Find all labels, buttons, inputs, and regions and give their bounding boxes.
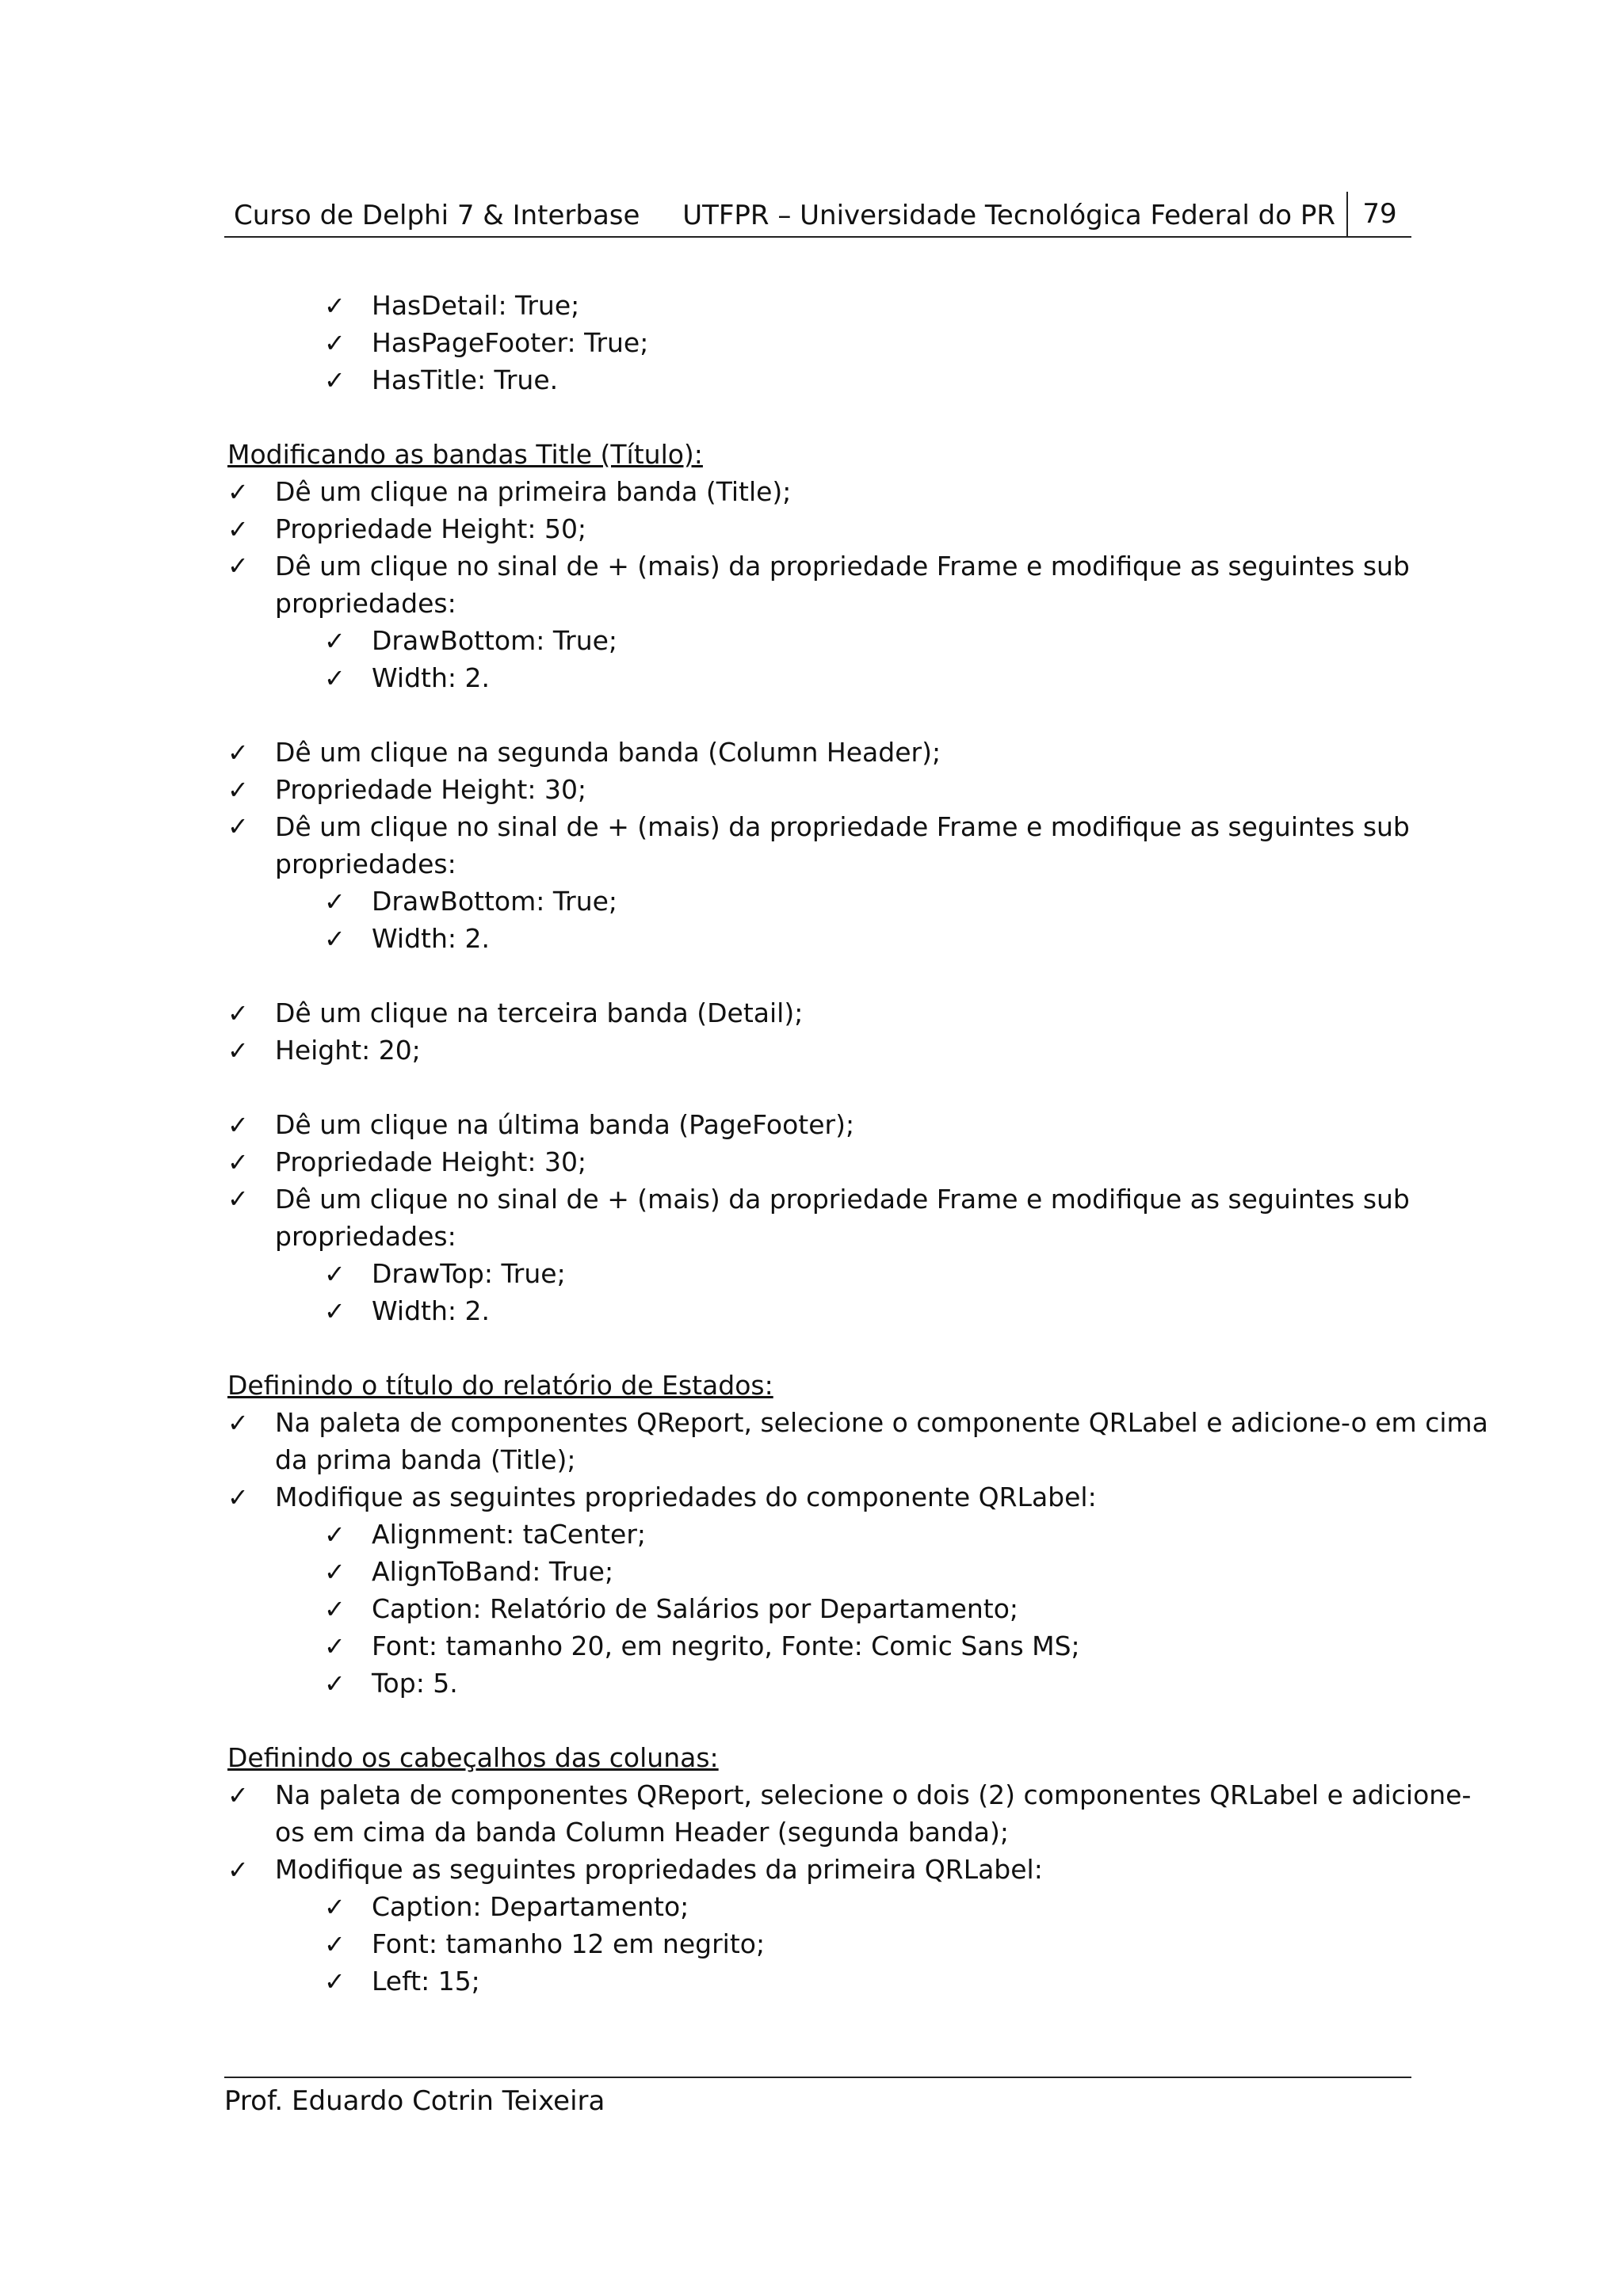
word: e [1025, 1184, 1043, 1215]
list-item: ✓ Na paleta de componentes QReport, selecione o dois (2) componentes QRLabel e adicione- [227, 1776, 1410, 1814]
word: modifique [1050, 811, 1182, 842]
word: Frame [936, 811, 1018, 842]
word: (mais) [637, 811, 720, 842]
word: clique [369, 551, 449, 582]
checkmark-icon: ✓ [324, 1631, 346, 1661]
checkmark-icon: ✓ [227, 998, 249, 1028]
list-item: ✓ Modifique as seguintes propriedades do componente QRLabel: [227, 1478, 1410, 1516]
checkmark-icon: ✓ [324, 1966, 346, 1997]
checkmark-icon: ✓ [324, 328, 346, 358]
checkmark-icon: ✓ [227, 1408, 249, 1438]
word: (mais) [637, 551, 720, 582]
list-item: ✓ Height: 20; [227, 1032, 1410, 1069]
word: e [1025, 811, 1043, 842]
justified-text [275, 808, 1410, 845]
checkmark-icon: ✓ [324, 1594, 346, 1624]
list-item: ✓ Alignment: taCenter; [227, 1516, 1410, 1553]
checkmark-icon: ✓ [324, 887, 346, 917]
word: clique [369, 1184, 449, 1215]
word: modifique [1050, 1184, 1182, 1215]
word: no [456, 811, 489, 842]
list-item: ✓ Propriedade Height: 30; [227, 771, 1410, 808]
list-item: ✓ DrawTop: True; [227, 1255, 1410, 1292]
list-item: ✓ Dê um clique na segunda banda (Column Header); [227, 734, 1410, 771]
word: + [607, 1184, 629, 1215]
word: da [728, 811, 762, 842]
word: de [566, 811, 599, 842]
list-item-continuation: os em cima da banda Column Header (segunda banda); [275, 1817, 1009, 1848]
word: de [566, 551, 599, 582]
list-item [227, 1180, 1410, 1218]
author-name: Prof. Eduardo Cotrin Teixeira [224, 2085, 605, 2117]
list-item: ✓ Font: tamanho 20, em negrito, Fonte: Comic Sans MS; [227, 1627, 1410, 1665]
word: Dê [275, 551, 311, 582]
checkmark-icon: ✓ [227, 1780, 249, 1810]
list-item: ✓ Propriedade Height: 30; [227, 1143, 1410, 1180]
word: sinal [497, 811, 559, 842]
checkmark-icon: ✓ [227, 1184, 249, 1214]
page-number: 79 [1346, 192, 1411, 236]
word: as [1190, 551, 1220, 582]
list-item: ✓ DrawBottom: True; [227, 883, 1410, 920]
word: e [1025, 551, 1043, 582]
word: Frame [936, 551, 1018, 582]
section-heading: Modificando as bandas Title (Título): [227, 439, 703, 470]
list-item: ✓ Caption: Relatório de Salários por Departamento; [227, 1590, 1410, 1627]
word: sub [1362, 811, 1410, 842]
list-item: ✓ Modifique as seguintes propriedades da primeira QRLabel: [227, 1851, 1410, 1888]
list-item: ✓ Width: 2. [227, 1292, 1410, 1329]
justified-text [275, 547, 1410, 585]
list-item: ✓ HasTitle: True. [227, 361, 1410, 399]
justified-text [275, 1180, 1410, 1218]
checkmark-icon: ✓ [324, 924, 346, 954]
list-item: ✓ Font: tamanho 12 em negrito; [227, 1925, 1410, 1962]
word: no [456, 1184, 489, 1215]
word: um [319, 1184, 362, 1215]
checkmark-icon: ✓ [324, 626, 346, 656]
section-heading: Definindo o título do relatório de Estados: [227, 1370, 773, 1401]
word: Frame [936, 1184, 1018, 1215]
word: as [1190, 1184, 1220, 1215]
word: (mais) [637, 1184, 720, 1215]
checkmark-icon: ✓ [324, 1892, 346, 1922]
word: Dê [275, 1184, 311, 1215]
word: as [1190, 811, 1220, 842]
word: da [728, 1184, 762, 1215]
checkmark-icon: ✓ [227, 551, 249, 581]
word: da [728, 551, 762, 582]
list-item-continuation: propriedades: [275, 849, 456, 879]
word: Dê [275, 811, 311, 842]
checkmark-icon: ✓ [324, 1259, 346, 1289]
word: sub [1362, 551, 1410, 582]
course-title: Curso de Delphi 7 & Interbase [234, 200, 640, 231]
list-item: ✓ Dê um clique na terceira banda (Detail); [227, 994, 1410, 1032]
list-item: ✓ HasPageFooter: True; [227, 324, 1410, 361]
list-item: ✓ Width: 2. [227, 659, 1410, 696]
list-item: ✓ Propriedade Height: 50; [227, 510, 1410, 547]
checkmark-icon: ✓ [227, 1482, 249, 1512]
checkmark-icon: ✓ [227, 514, 249, 544]
checkmark-icon: ✓ [227, 1855, 249, 1885]
list-item: ✓ Caption: Departamento; [227, 1888, 1410, 1925]
checkmark-icon: ✓ [227, 1110, 249, 1140]
list-item: ✓ Dê um clique na última banda (PageFooter); [227, 1106, 1410, 1143]
list-item: ✓ Width: 2. [227, 920, 1410, 957]
word: clique [369, 811, 449, 842]
checkmark-icon: ✓ [324, 1296, 346, 1326]
list-item: ✓ Top: 5. [227, 1665, 1410, 1702]
checkmark-icon: ✓ [324, 1520, 346, 1550]
page-body [227, 287, 1488, 2000]
institution-name: UTFPR – Universidade Tecnológica Federal do PR [682, 200, 1335, 231]
list-item: ✓ Left: 15; [227, 1962, 1410, 2000]
word: sinal [497, 551, 559, 582]
checkmark-icon: ✓ [324, 663, 346, 693]
word: modifique [1050, 551, 1182, 582]
list-item: ✓ Dê um clique na primeira banda (Title); [227, 473, 1410, 510]
checkmark-icon: ✓ [227, 775, 249, 805]
word: sub [1362, 1184, 1410, 1215]
word: seguintes [1228, 811, 1355, 842]
checkmark-icon: ✓ [324, 1557, 346, 1587]
checkmark-icon: ✓ [227, 811, 249, 841]
checkmark-icon: ✓ [227, 738, 249, 768]
page-footer [224, 2077, 1411, 2119]
word: + [607, 551, 629, 582]
word: sinal [497, 1184, 559, 1215]
list-item: ✓ HasDetail: True; [227, 287, 1410, 324]
word: propriedade [769, 551, 929, 582]
checkmark-icon: ✓ [324, 1669, 346, 1699]
list-item-continuation: propriedades: [275, 588, 456, 619]
checkmark-icon: ✓ [324, 1929, 346, 1959]
list-item-continuation: da prima banda (Title); [275, 1444, 576, 1475]
list-item: ✓ DrawBottom: True; [227, 622, 1410, 659]
list-item [227, 547, 1410, 585]
checkmark-icon: ✓ [227, 477, 249, 507]
checkmark-icon: ✓ [227, 1035, 249, 1066]
word: no [456, 551, 489, 582]
word: propriedade [769, 811, 929, 842]
word: propriedade [769, 1184, 929, 1215]
page-header [224, 189, 1411, 238]
word: seguintes [1228, 1184, 1355, 1215]
word: de [566, 1184, 599, 1215]
word: um [319, 551, 362, 582]
word: + [607, 811, 629, 842]
word: um [319, 811, 362, 842]
section-heading: Definindo os cabeçalhos das colunas: [227, 1742, 719, 1773]
checkmark-icon: ✓ [227, 1147, 249, 1177]
list-item-continuation: propriedades: [275, 1221, 456, 1252]
word: seguintes [1228, 551, 1355, 582]
list-item: ✓ AlignToBand: True; [227, 1553, 1410, 1590]
checkmark-icon: ✓ [324, 365, 346, 395]
list-item: ✓ Na paleta de componentes QReport, selecione o componente QRLabel e adicione-o em cima [227, 1404, 1410, 1441]
list-item [227, 808, 1410, 845]
checkmark-icon: ✓ [324, 291, 346, 321]
